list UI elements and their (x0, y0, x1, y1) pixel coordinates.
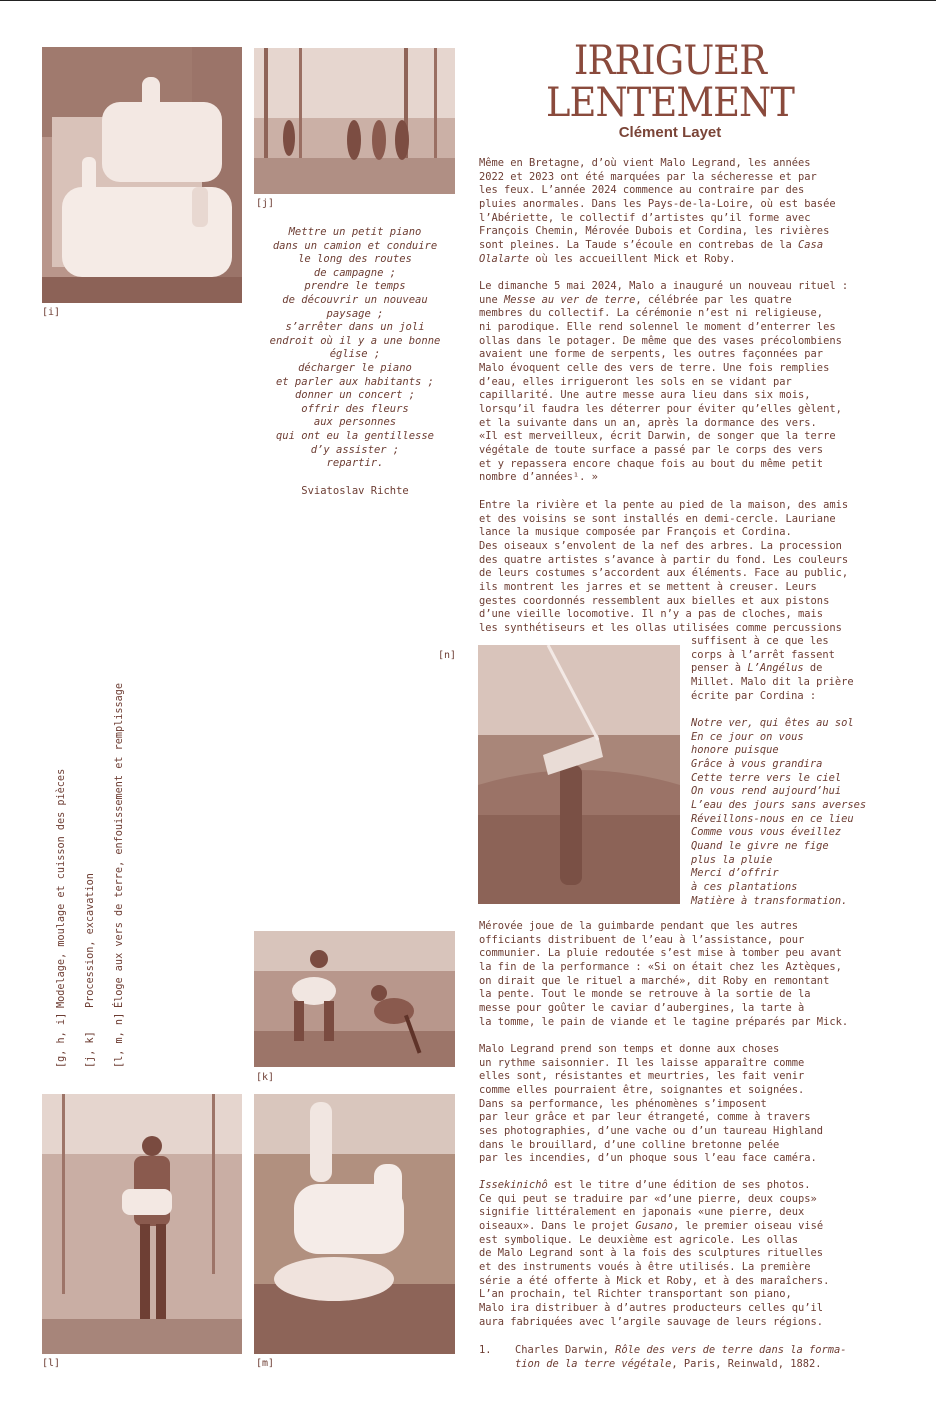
title-line-2: LENTEMENT (546, 80, 794, 126)
poem-line: dans un camion et conduire (272, 239, 438, 252)
photo-i-sculptures (42, 47, 242, 303)
top-rule (0, 0, 936, 1)
poem-author: Sviatoslav Richte (301, 485, 409, 497)
legend-text: Modelage, moulage et cuisson des pièces (55, 768, 67, 1008)
text-line: et y repassera encore chaque fois au bout du même petit (479, 457, 824, 470)
text-line: de (803, 662, 823, 675)
text-line: écrite par Cordina : (691, 689, 817, 702)
text-line: par leur grâce et par leur étrangeté, comme à travers (479, 1111, 811, 1124)
caption-i: [i] (42, 307, 61, 318)
paragraph-4 (479, 920, 848, 1029)
poem-line: le long des routes (298, 253, 412, 266)
text-line: ollas dans le potager. De même que des vases précolombiens (479, 334, 842, 347)
text-line: avaient une forme de serpents, les outres façonnées par (479, 348, 824, 361)
text-line: L’an prochain, tel Richter transportant son piano, (479, 1288, 792, 1301)
text-line: communier. La pluie redoutée s’est mise à tomber peu avant (479, 947, 842, 960)
paragraph-3 (479, 499, 848, 636)
text-line: d’eau, elles irrigueront les sols en se vidant par (479, 375, 792, 388)
text-line: les synthétiseurs et les ollas utilisées comme percussions (479, 621, 842, 634)
legend-key: [j, k] (84, 1031, 96, 1068)
text-line: des quatre artistes s’avance à partir du fond. Les couleurs (479, 553, 849, 566)
richter-poem (254, 226, 456, 471)
text-line: lance la musique composée par François et Cordina. (479, 526, 792, 539)
poem-line: donner un concert ; (294, 389, 416, 402)
prayer-line: honore puisque (691, 744, 779, 757)
footnote-text: , Paris, Reinwald, 1882. (671, 1357, 822, 1370)
article-author: Clément Layet (618, 124, 722, 141)
text-italic: Casa (798, 238, 824, 251)
poem-line: offrir des fleurs (301, 402, 409, 415)
text-line: 2022 et 2023 ont été marquées par la sécheresse et par (479, 170, 817, 183)
caption-k: [k] (256, 1072, 275, 1083)
legend-text: Procession, excavation (84, 873, 96, 1008)
text-line: les feux. L’année 2024 commence au contraire par des (479, 184, 805, 197)
text-line: ils montrent les jarres et se mettent à creuser. Leurs (479, 580, 817, 593)
text-line: Entre la rivière et la pente au pied de la maison, des amis (479, 499, 849, 511)
prayer-line: Cette terre vers le ciel (691, 771, 842, 784)
text-italic: L’Angélus (747, 662, 804, 675)
photo-l-carrying (42, 1094, 242, 1354)
prayer-line: Notre ver, qui êtes au sol (691, 717, 854, 729)
paragraph-3-continued (691, 635, 854, 703)
text-line: l’Abériette, le collectif d’artistes qu’il forme avec (479, 211, 811, 224)
text-line: par les incendies, d’un phoque sous l’eau face caméra. (479, 1152, 817, 1165)
poem-line: d’y assister ; (310, 443, 400, 456)
caption-l: [l] (42, 1358, 61, 1369)
text-line: et la suivante dans un an, après la dormance des vers. (479, 416, 817, 429)
caption-m: [m] (256, 1358, 275, 1369)
prayer-line: Quand le givre ne fige (691, 839, 829, 852)
text-line: sont pleines. La Taude s’écoule en contrebas de la (479, 238, 799, 251)
photo-k-excavation (254, 931, 455, 1067)
text-line: officiants distribuent de l’eau à l’assistance, pour (479, 933, 805, 946)
paragraph-6 (479, 1179, 829, 1329)
text-line: série a été offerte à Mick et Roby, et à des maraîchers. (479, 1274, 830, 1287)
poem-line: paysage ; (326, 307, 384, 320)
text-line: ni parodique. Elle rend solennel le moment d’enterrer les (479, 320, 836, 333)
text-italic: Gusano (635, 1219, 673, 1232)
poem-line: décharger le piano (298, 361, 412, 374)
text-line: aura fabriquées avec l’argile sauvage de leurs régions. (479, 1315, 824, 1328)
title-line-1: IRRIGUER (573, 38, 767, 84)
text-line: dans le brouillard, d’une colline bretonne pelée (479, 1138, 780, 1151)
text-line: «Il est merveilleux, écrit Darwin, de songer que la terre (479, 430, 836, 443)
photo-j-procession (254, 48, 455, 194)
paragraph-1 (479, 157, 836, 266)
poem-line: qui ont eu la gentillesse (275, 429, 435, 442)
footnote-body (515, 1344, 935, 1371)
poem-line: église ; (329, 348, 381, 361)
poem-line: de campagne ; (313, 266, 397, 279)
photo-m-buried-olla (254, 1094, 455, 1354)
text-line: et des voisins se sont installés en demi-cercle. Lauriane (479, 512, 836, 525)
legend-row (55, 608, 70, 1068)
poem-line: s’arrêter dans un joli (285, 321, 425, 334)
paragraph-5 (479, 1043, 823, 1166)
text-line: penser à (691, 662, 748, 675)
text-line: d’une vieille locomotive. Il n’y a pas de cloches, mais (479, 608, 824, 621)
text-line: Même en Bretagne, d’où vient Malo Legrand, les années (479, 157, 811, 169)
text-line: comme elles pourraient être, soignantes et soignées. (479, 1083, 805, 1096)
footnote-number: 1. (479, 1344, 492, 1356)
text-italic: Messe au ver de terre (504, 293, 636, 306)
article-title (514, 40, 827, 124)
text-line: nombre d’années¹. » (479, 471, 598, 484)
poem-line: et parler aux habitants ; (275, 375, 435, 388)
text-line: signifie littéralement en japonais «une pierre, deux (479, 1206, 805, 1219)
text-line: une (479, 293, 505, 306)
prayer-line: à ces plantations (691, 880, 798, 893)
text-line: gestes coordonnés ressemblent aux bielles et aux pistons (479, 594, 830, 607)
text-line: Malo Legrand prend son temps et donne aux choses (479, 1043, 780, 1055)
prayer-line: En ce jour on vous (691, 730, 804, 743)
text-line: Malo évoquent celle des vers de terre. Une fois remplies (479, 361, 830, 374)
legend-key: [l, m, n] (113, 1012, 125, 1068)
text-line: la tomme, le pain de viande et le tagine préparés par Mick. (479, 1015, 849, 1028)
text-line: elles sont, résistantes et meurtries, les fait venir (479, 1070, 805, 1083)
text-line: où les accueillent Mick et Roby. (529, 252, 736, 265)
legend-text: Éloge aux vers de terre, enfouissement et remplissage (113, 682, 125, 1008)
prayer-line: Réveillons-nous en ce lieu (691, 812, 854, 825)
text-line: suffisent à ce que les (691, 635, 829, 647)
footnote-text: Charles Darwin, (515, 1344, 616, 1356)
text-italic: Issekinichô (479, 1179, 548, 1191)
image-legend (40, 608, 142, 1068)
prayer-line: L’eau des jours sans averses (691, 798, 867, 811)
prayer-line: plus la pluie (691, 853, 773, 866)
text-line: Malo ira distribuer à d’autres producteurs celles qu’il (479, 1301, 824, 1314)
text-line: végétale de toute surface a passé par le corps des vers (479, 443, 824, 456)
text-line: Des oiseaux s’envolent de la nef des arbres. La procession (479, 539, 842, 552)
caption-j: [j] (256, 198, 275, 209)
text-line: Le dimanche 5 mai 2024, Malo a inauguré un nouveau rituel : (479, 280, 849, 292)
text-line: messe pour goûter le caviar d’aubergines, la tarte à (479, 1001, 805, 1014)
photo-n-olla-filling (478, 645, 680, 904)
text-line: un rythme saisonnier. Il les laisse apparaître comme (479, 1056, 805, 1069)
poem-line: prendre le temps (304, 280, 406, 293)
text-line: Millet. Malo dit la prière (691, 675, 854, 688)
text-line: de Malo Legrand sont à la fois des sculptures rituelles (479, 1247, 824, 1260)
prayer-line: Merci d’offrir (691, 867, 779, 880)
legend-row (84, 608, 99, 1068)
legend-row (113, 608, 128, 1068)
poem-line: de découvrir un nouveau (282, 293, 428, 306)
poem-line: repartir. (326, 457, 384, 470)
text-line: la fin de la performance : «Si on était chez les Aztèques, (479, 960, 842, 973)
prayer-line: Grâce à vous grandira (691, 757, 823, 770)
text-line: est symbolique. Le deuxième est agricole. Les ollas (479, 1233, 799, 1246)
text-line: Ce qui peut se traduire par «d’une pierre, deux coups» (479, 1192, 817, 1205)
text-line: Dans sa performance, les phénomènes s’imposent (479, 1097, 767, 1110)
text-line: membres du collectif. La cérémonie n’est ni religieuse, (479, 307, 824, 320)
prayer-text (691, 717, 866, 908)
poem-line: endroit où il y a une bonne (269, 334, 441, 347)
footnote-italic: Rôle des vers de terre dans la forma- (615, 1344, 847, 1356)
text-italic: Olalarte (479, 252, 530, 265)
prayer-line: On vous rend aujourd’hui (691, 785, 842, 798)
text-line: , le premier oiseau visé (672, 1219, 824, 1232)
text-line: pluies anormales. Dans les Pays-de-la-Loire, où est basée (479, 197, 836, 210)
text-line: et des instruments voués à être utilisés. La première (479, 1260, 811, 1273)
text-line: la pente. Tout le monde se retrouve à la sortie de la (479, 988, 811, 1001)
text-line: ses photographies, d’une vache ou d’un taureau Highland (479, 1124, 824, 1137)
prayer-line: Matière à transformation. (691, 894, 848, 907)
footnote-italic: tion de la terre végétale (515, 1357, 672, 1370)
text-line: François Chemin, Mérovée Dubois et Cordina, les rivières (479, 225, 830, 238)
prayer-line: Comme vous vous éveillez (691, 826, 842, 839)
text-line: , célébrée par les quatre (635, 293, 792, 306)
caption-n: [n] (438, 650, 457, 661)
text-line: on dirait que le rituel a marché», dit Roby en remontant (479, 974, 830, 987)
text-line: corps à l’arrêt fassent (691, 648, 835, 661)
text-line: oiseaux». Dans le projet (479, 1219, 636, 1232)
text-line: de leurs costumes s’accordent aux éléments. Face au public, (479, 567, 849, 580)
poem-line: Mettre un petit piano (288, 226, 422, 238)
text-line: est le titre d’une édition de ses photos. (547, 1179, 811, 1191)
text-line: lorsqu’il faudra les déterrer pour éviter qu’elles gèlent, (479, 402, 842, 415)
legend-key: [g, h, i] (55, 1012, 67, 1068)
text-line: capillarité. Une autre messe aura lieu dans six mois, (479, 389, 811, 402)
paragraph-2 (479, 280, 848, 485)
text-line: Mérovée joue de la guimbarde pendant que les autres (479, 920, 799, 932)
poem-line: aux personnes (313, 416, 397, 429)
